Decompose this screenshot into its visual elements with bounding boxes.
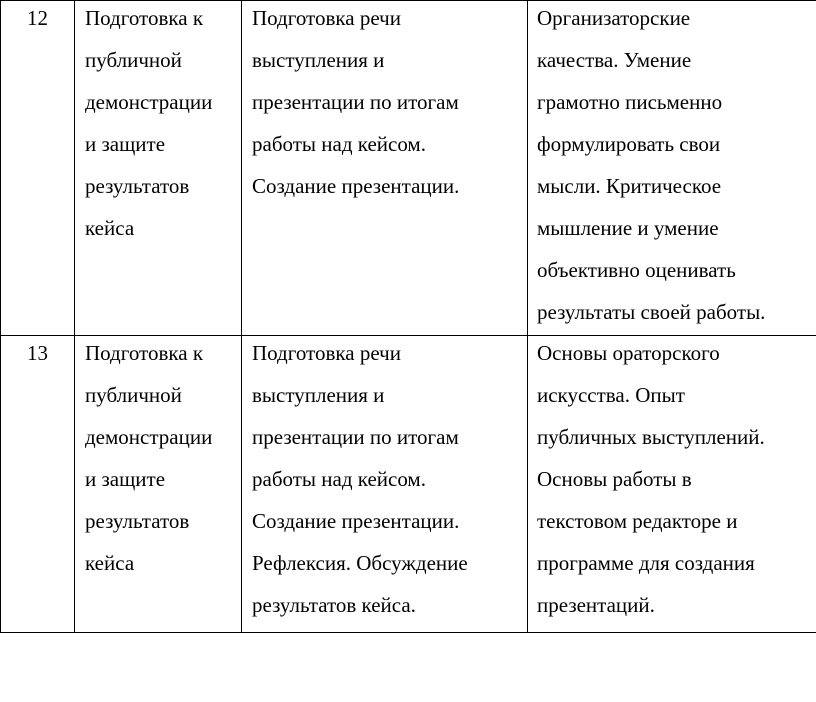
stage-line: демонстрации: [85, 425, 213, 449]
stage-line: и защите: [85, 132, 166, 156]
skills-line: объективно оценивать: [537, 258, 736, 282]
skills-line: грамотно письменно: [537, 90, 723, 114]
skills-line: мышление и умение: [537, 216, 719, 240]
activity-line: Создание презентации.: [252, 509, 460, 533]
skills-text: [537, 332, 814, 628]
activity-line: Создание презентации.: [252, 174, 460, 198]
activity-line: выступления и: [252, 383, 385, 407]
skills-line: результаты своей работы.: [537, 300, 766, 324]
activity-line: Подготовка речи: [252, 6, 401, 30]
skills-line: Основы работы в: [537, 467, 692, 491]
stage-line: публичной: [85, 48, 182, 72]
stage-cell: [75, 336, 242, 633]
activity-cell: [242, 336, 528, 633]
stage-cell: [75, 1, 242, 336]
stage-line: результатов: [85, 509, 190, 533]
activity-line: выступления и: [252, 48, 385, 72]
row-number: 12: [27, 6, 48, 30]
activity-text: [252, 0, 523, 209]
stage-line: кейса: [85, 216, 135, 240]
skills-cell: [528, 336, 816, 633]
skills-text: [537, 0, 814, 335]
skills-line: Организаторские: [537, 6, 691, 30]
stage-line: и защите: [85, 467, 166, 491]
skills-line: презентаций.: [537, 593, 655, 617]
skills-line: качества. Умение: [537, 48, 692, 72]
stage-line: демонстрации: [85, 90, 213, 114]
activity-line: Рефлексия. Обсуждение: [252, 551, 468, 575]
activity-line: презентации по итогам: [252, 90, 459, 114]
row-number-cell: [1, 1, 75, 336]
stage-text: [85, 0, 239, 251]
skills-line: публичных выступлений.: [537, 425, 765, 449]
stage-text: [85, 332, 239, 586]
table-row: [1, 1, 816, 336]
stage-line: публичной: [85, 383, 182, 407]
stage-line: Подготовка к: [85, 6, 204, 30]
activity-line: презентации по итогам: [252, 425, 459, 449]
stage-line: результатов: [85, 174, 190, 198]
activity-text: [252, 332, 523, 628]
skills-line: Основы ораторского: [537, 341, 720, 365]
activity-line: Подготовка речи: [252, 341, 401, 365]
activity-cell: [242, 1, 528, 336]
skills-line: формулировать свои: [537, 132, 721, 156]
activity-line: работы над кейсом.: [252, 467, 426, 491]
skills-cell: [528, 1, 816, 336]
stage-line: кейса: [85, 551, 135, 575]
activity-line: работы над кейсом.: [252, 132, 426, 156]
skills-line: искусства. Опыт: [537, 383, 685, 407]
stage-line: Подготовка к: [85, 341, 204, 365]
row-number-cell: [1, 336, 75, 633]
skills-line: мысли. Критическое: [537, 174, 722, 198]
skills-line: программе для создания: [537, 551, 755, 575]
row-number: 13: [27, 341, 48, 365]
activity-line: результатов кейса.: [252, 593, 416, 617]
table-row: [1, 336, 816, 633]
skills-line: текстовом редакторе и: [537, 509, 738, 533]
